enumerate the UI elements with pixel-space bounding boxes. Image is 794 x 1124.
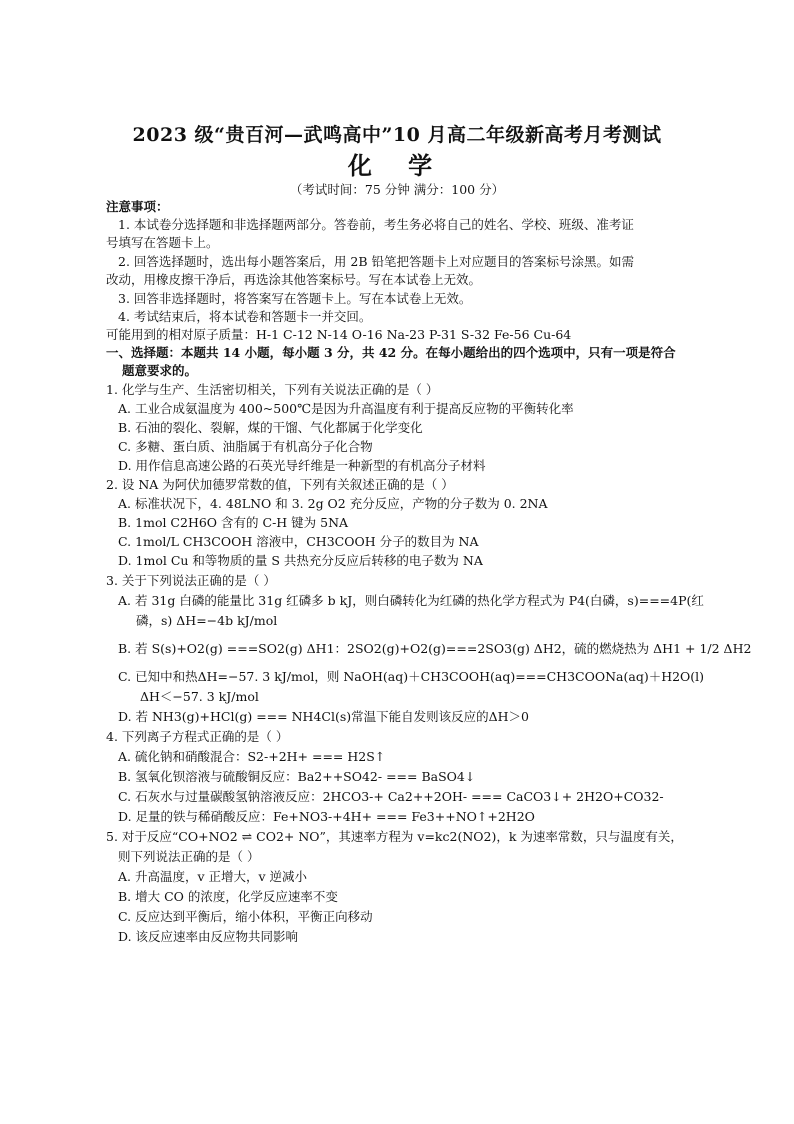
q2-option-a: A. 标准状况下，4. 48LNO 和 3. 2g O2 充分反应，产物的分子数为 0. 2NA (118, 496, 548, 511)
q2-stem: 2. 设 NA 为阿伏加德罗常数的值，下列有关叙述正确的是（ ） (106, 477, 454, 492)
q4-option-a: A. 硫化钠和硝酸混合：S2-+2H+ === H2S↑ (118, 749, 386, 764)
q3-option-b: B. 若 S(s)+O2(g) ===SO2(g) ΔH1：2SO2(g)+O2(g)===2SO3(g) ΔH2，硫的燃烧热为 ΔH1 + 1/2 ΔH2 (118, 641, 752, 656)
q1-option-c: C. 多糖、蛋白质、油脂属于有机高分子化合物 (118, 439, 373, 454)
notice-line-2b: 改动，用橡皮擦干净后，再选涂其他答案标号。写在本试卷上无效。 (106, 272, 482, 287)
q4-option-c: C. 石灰水与过量碳酸氢钠溶液反应：2HCO3-+ Ca2++2OH- === CaCO3↓+ 2H2O+CO32- (118, 789, 664, 804)
section1-heading-b: 题意要求的。 (122, 363, 198, 378)
q3-stem: 3. 关于下列说法正确的是（ ） (106, 573, 276, 588)
exam-info: （考试时间：75 分钟 满分：100 分） (289, 182, 505, 197)
q4-stem: 4. 下列离子方程式正确的是（ ） (106, 729, 289, 744)
q3-option-a-line2: 磷，s) ΔH=−4b kJ/mol (136, 613, 278, 628)
notice-line-4: 4. 考试结束后，将本试卷和答题卡一并交回。 (118, 309, 372, 324)
q1-option-d: D. 用作信息高速公路的石英光导纤维是一种新型的有机高分子材料 (118, 458, 486, 473)
q1-option-b: B. 石油的裂化、裂解，煤的干馏、气化都属于化学变化 (118, 420, 423, 435)
q5-option-d: D. 该反应速率由反应物共同影响 (118, 929, 299, 944)
q1-stem: 1. 化学与生产、生活密切相关，下列有关说法正确的是（ ） (106, 382, 439, 397)
q1-option-a: A. 工业合成氨温度为 400~500℃是因为升高温度有利于提高反应物的平衡转化率 (118, 401, 574, 416)
q3-option-c-line2: ΔH＜−57. 3 kJ/mol (140, 689, 259, 704)
subject-title: 化 学 (347, 151, 447, 180)
notice-line-3: 3. 回答非选择题时，将答案写在答题卡上。写在本试卷上无效。 (118, 291, 472, 306)
q4-option-d: D. 足量的铁与稀硝酸反应：Fe+NO3-+4H+ === Fe3++NO↑+2H2O (118, 809, 535, 824)
notice-line-1a: 1. 本试卷分选择题和非选择题两部分。答卷前，考生务必将自己的姓名、学校、班级、准考证 (118, 217, 634, 232)
q3-option-a-line1: A. 若 31g 白磷的能量比 31g 红磷多 b kJ，则白磷转化为红磷的热化学方程式为 P4(白磷，s)===4P(红 (118, 593, 704, 608)
notice-line-1b: 号填写在答题卡上。 (106, 235, 219, 250)
exam-title: 2023 级“贵百河—武鸣高中”10 月高二年级新高考月考测试 (132, 124, 662, 146)
q5-option-b: B. 增大 CO 的浓度，化学反应速率不变 (118, 889, 338, 904)
q5-stem-line2: 则下列说法正确的是（ ） (118, 849, 260, 864)
q2-option-b: B. 1mol C2H6O 含有的 C-H 键为 5NA (118, 515, 349, 530)
q3-option-d: D. 若 NH3(g)+HCl(g) === NH4Cl(s)常温下能自发则该反应的ΔH＞0 (118, 709, 530, 724)
q5-option-a: A. 升高温度，v 正增大，v 逆减小 (118, 869, 308, 884)
notice-heading: 注意事项： (106, 199, 169, 214)
q2-option-c: C. 1mol/L CH3COOH 溶液中，CH3COOH 分子的数目为 NA (118, 534, 479, 549)
q5-option-c: C. 反应达到平衡后，缩小体积，平衡正向移动 (118, 909, 373, 924)
q5-stem-line1: 5. 对于反应“CO+NO2 ⇌ CO2+ NO”，其速率方程为 v=kc2(NO2)，k 为速率常数，只与温度有关， (106, 829, 683, 844)
section1-heading-a: 一、选择题：本题共 14 小题，每小题 3 分，共 42 分。在每小题给出的四个选项中，只有一项是符合 (106, 345, 676, 360)
q2-option-d: D. 1mol Cu 和等物质的量 S 共热充分反应后转移的电子数为 NA (118, 553, 483, 568)
q3-option-c-line1: C. 已知中和热ΔH=−57. 3 kJ/mol，则 NaOH(aq)＋CH3COOH(aq)===CH3COONa(aq)＋H2O(l) (118, 669, 705, 684)
notice-line-2a: 2. 回答选择题时，选出每小题答案后，用 2B 铅笔把答题卡上对应题目的答案标号涂黑。如需 (118, 254, 634, 269)
q4-option-b: B. 氢氧化钡溶液与硫酸铜反应：Ba2++SO42- === BaSO4↓ (118, 769, 476, 784)
atomic-masses: 可能用到的相对原子质量：H-1 C-12 N-14 O-16 Na-23 P-31 S-32 Fe-56 Cu-64 (106, 327, 572, 342)
